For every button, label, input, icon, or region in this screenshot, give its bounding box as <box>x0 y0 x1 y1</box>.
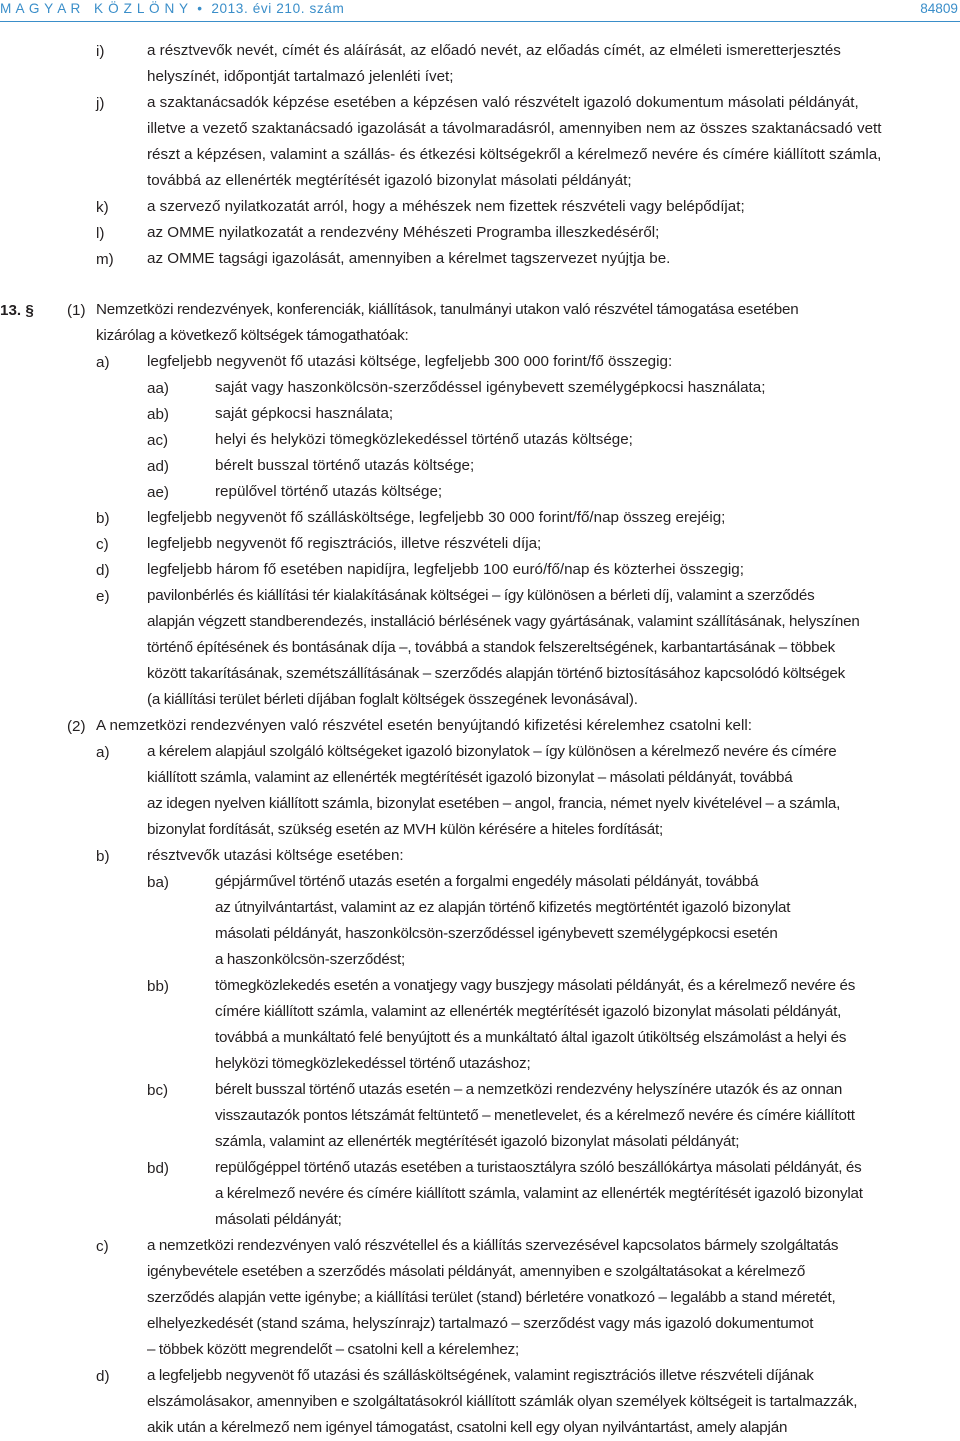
header-publication: M A G Y A R K Ö Z L Ö N Y • 2013. évi 210. szám <box>0 1 345 16</box>
item-text <box>147 1233 957 1363</box>
text-line: kiállított számla, valamint az ellenérték megtérítését igazoló bizonylat – másolati példányát, továbbá <box>147 769 793 786</box>
item-text <box>147 505 957 531</box>
text-line: visszautazók pontos létszámát feltüntető – menetlevelet, és a kérelmező nevére és címére kiállított <box>215 1107 855 1124</box>
subitem-text <box>215 479 957 505</box>
text-line: bérelt busszal történő utazás költsége; <box>215 457 475 474</box>
subitem-text <box>215 427 957 453</box>
text-line: a legfeljebb negyvenöt fő utazási és szállásköltségének, valamint regisztrációs illetve részvételi díjának <box>147 1367 814 1384</box>
subitem-text <box>215 375 957 401</box>
text-line: a haszonkölcsön-szerződést; <box>215 951 406 968</box>
text-line: saját vagy haszonkölcsön-szerződéssel igénybevett személygépkocsi használata; <box>215 379 766 396</box>
text-line: helyközi tömegközlekedéssel történő utazáshoz; <box>215 1055 531 1072</box>
item-label: j) <box>96 95 105 112</box>
item-label: b) <box>96 510 110 527</box>
text-line: akik után a kérelmező nem igényel támogatást, csatolni kell egy olyan nyilvántartást, amely alapján <box>147 1419 788 1436</box>
section-number: 13. § <box>0 302 34 319</box>
item-text <box>147 220 957 246</box>
text-line: legfeljebb három fő esetében napidíjra, legfeljebb 100 euró/fő/nap és közterhei összegig; <box>147 561 744 578</box>
text-line: az OMME tagsági igazolását, amennyiben a kérelmet tagszervezet nyújtja be. <box>147 250 671 267</box>
item-label: a) <box>96 744 110 761</box>
page-header <box>0 0 960 22</box>
subitem-label: ae) <box>147 484 169 501</box>
text-line: a szervező nyilatkozatát arról, hogy a méhészek nem fizettek részvételi vagy belépődíjat; <box>147 198 745 215</box>
text-line: legfeljebb negyvenöt fő utazási költsége, legfeljebb 300 000 forint/fő összegig: <box>147 353 673 370</box>
subitem-text <box>215 973 957 1077</box>
item-text <box>147 583 957 713</box>
item-text <box>147 349 957 375</box>
text-line: elhelyezkedését (stand száma, helyszínrajz) tartalmazó – szerződést vagy más igazoló dokumentumot <box>147 1315 814 1332</box>
text-line: a nemzetközi rendezvényen való részvétellel és a kiállítás szervezésével kapcsolatos bármely szolgáltatás <box>147 1237 839 1254</box>
text-line: illetve a vezető szaktanácsadó igazolását a távolmaradásról, amennyiben nem az összes szaktanácsadó vett <box>147 120 882 137</box>
subitem-label: bd) <box>147 1160 169 1177</box>
text-line: gépjárművel történő utazás esetén a forgalmi engedély másolati példányát, továbbá <box>215 873 759 890</box>
paragraph-2-text <box>96 713 958 739</box>
subitem-text <box>215 1155 957 1233</box>
item-label: i) <box>96 43 105 60</box>
paragraph-1-text <box>96 297 958 349</box>
subitem-text <box>215 401 957 427</box>
text-line: legfeljebb negyvenöt fő regisztrációs, illetve részvételi díja; <box>147 535 542 552</box>
item-label: d) <box>96 1368 110 1385</box>
text-line: – többek között megrendelőt – csatolni kell a kérelemhez; <box>147 1341 520 1358</box>
subitem-text <box>215 453 957 479</box>
subitem-text <box>215 1077 957 1155</box>
item-label: c) <box>96 1238 109 1255</box>
item-text <box>147 38 957 90</box>
item-text <box>147 246 957 272</box>
text-line: tömegközlekedés esetén a vonatjegy vagy buszjegy másolati példányát, és a kérelmező nevére és <box>215 977 856 994</box>
text-line: részt a képzésen, valamint a szállás- és étkezési költségekről a kérelmező nevére és címére kiállított számla, <box>147 146 882 163</box>
text-line: továbbá a munkáltató felé benyújtott és a munkáltató által igazolt útiköltség elszámolást a helyi és <box>215 1029 847 1046</box>
subitem-text <box>215 869 957 973</box>
item-label: l) <box>96 225 105 242</box>
subitem-label: ab) <box>147 406 169 423</box>
text-line: helyszínét, időpontját tartalmazó jelenléti ívet; <box>147 68 454 85</box>
text-line: pavilonbérlés és kiállítási tér kialakításának költségei – így különösen a bérleti díj, valamint a szerződés <box>147 587 815 604</box>
text-line: a kérelem alapjául szolgáló költségeket igazoló bizonylatok – így különösen a kérelmező nevére és címére <box>147 743 837 760</box>
text-line: résztvevők utazási költsége esetében: <box>147 847 404 864</box>
text-line: bérelt busszal történő utazás esetén – a nemzetközi rendezvény helyszínére utazók és az onnan <box>215 1081 843 1098</box>
item-text <box>147 90 957 194</box>
text-line: elszámolásakor, amennyiben e szolgáltatásokról kiállított számlák olyan személyek költségeit is tartalmazzák, <box>147 1393 858 1410</box>
text-line: a szaktanácsadók képzése esetében a képzésen való részvételt igazoló dokumentum másolati példányát, <box>147 94 859 111</box>
text-line: az idegen nyelven kiállított számla, bizonylat esetében – angol, francia, német nyelv kivételével – a számla, <box>147 795 841 812</box>
item-text <box>147 1363 957 1441</box>
header-page-number: 84809 <box>920 1 958 16</box>
text-line: számla, valamint az ellenérték megtérítését igazoló bizonylat másolati példányát; <box>215 1133 740 1150</box>
item-label: k) <box>96 199 109 216</box>
text-line: között takarításának, szemétszállításának – szerződés alapján történő biztosításához kapcsolódó költségek <box>147 665 846 682</box>
paragraph-2-label: (2) <box>67 718 86 735</box>
subitem-label: bb) <box>147 978 169 995</box>
item-label: a) <box>96 354 110 371</box>
item-label: m) <box>96 251 114 268</box>
subitem-label: aa) <box>147 380 169 397</box>
text-line: legfeljebb negyvenöt fő szállásköltsége, legfeljebb 30 000 forint/fő/nap összeg erejéig; <box>147 509 726 526</box>
item-label: e) <box>96 588 110 605</box>
text-line: másolati példányát; <box>215 1211 342 1228</box>
text-line: alapján végzett standberendezés, installáció bérlésének vagy gyártásának, valamint szállításának, helyszínen <box>147 613 860 630</box>
text-line: saját gépkocsi használata; <box>215 405 394 422</box>
subitem-label: ba) <box>147 874 169 891</box>
text-line: helyi és helyközi tömegközlekedéssel történő utazás költsége; <box>215 431 633 448</box>
text-line: (a kiállítási terület bérleti díjában foglalt költségek összegének levonásával). <box>147 691 638 708</box>
item-text <box>147 843 957 869</box>
text-line: repülővel történő utazás költsége; <box>215 483 443 500</box>
item-text <box>147 557 957 583</box>
item-text <box>147 739 957 843</box>
text-line: repülőgéppel történő utazás esetében a turistaosztályra szóló beszállókártya másolati példányát, és <box>215 1159 862 1176</box>
item-text <box>147 531 957 557</box>
text-line: igénybevétele esetében a szerződés másolati példányát, amennyiben e szolgáltatásokat a kérelmező <box>147 1263 806 1280</box>
text-line: kizárólag a következő költségek támogathatóak: <box>96 327 409 344</box>
text-line: címére kiállított számla, valamint az ellenérték megtérítését igazoló bizonylat másolati példányát, <box>215 1003 842 1020</box>
text-line: az OMME nyilatkozatát a rendezvény Méhészeti Programba illeszkedéséről; <box>147 224 660 241</box>
text-line: a kérelmező nevére és címére kiállított számla, valamint az ellenérték megtérítését igazoló bizonylat <box>215 1185 863 1202</box>
text-line: szerződés alapján vette igénybe; a kiállítási terület (stand) bérletére vonatkozó – legalább a stand méretét, <box>147 1289 836 1306</box>
subitem-label: ac) <box>147 432 169 449</box>
paragraph-1-label: (1) <box>67 302 86 319</box>
subitem-label: bc) <box>147 1082 169 1099</box>
text-line: bizonylat fordítását, szükség esetén az MVH külön kérésére a hiteles fordítását; <box>147 821 664 838</box>
text-line: Nemzetközi rendezvények, konferenciák, kiállítások, tanulmányi utakon való részvétel támogatása esetében <box>96 301 799 318</box>
subitem-label: ad) <box>147 458 169 475</box>
text-line: történő építésének és bontásának díja –, továbbá a standok felszereltségének, karbantartásának – többek <box>147 639 836 656</box>
item-label: b) <box>96 848 110 865</box>
text-line: az útnyilvántartást, valamint az ez alapján történő kifizetés megtörténtét igazoló bizonylat <box>215 899 791 916</box>
text-line: A nemzetközi rendezvényen való részvétel esetén benyújtandó kifizetési kérelemhez csatolni kell: <box>96 717 752 734</box>
text-line: a résztvevők nevét, címét és aláírását, az előadó nevét, az előadás címét, az elméleti ismeretterjesztés <box>147 42 841 59</box>
item-label: d) <box>96 562 110 579</box>
item-text <box>147 194 957 220</box>
text-line: másolati példányát, haszonkölcsön-szerződéssel igénybevett személygépkocsi esetén <box>215 925 778 942</box>
text-line: továbbá az ellenérték megtérítését igazoló bizonylat másolati példányát; <box>147 172 632 189</box>
item-label: c) <box>96 536 109 553</box>
header-divider <box>0 21 960 22</box>
